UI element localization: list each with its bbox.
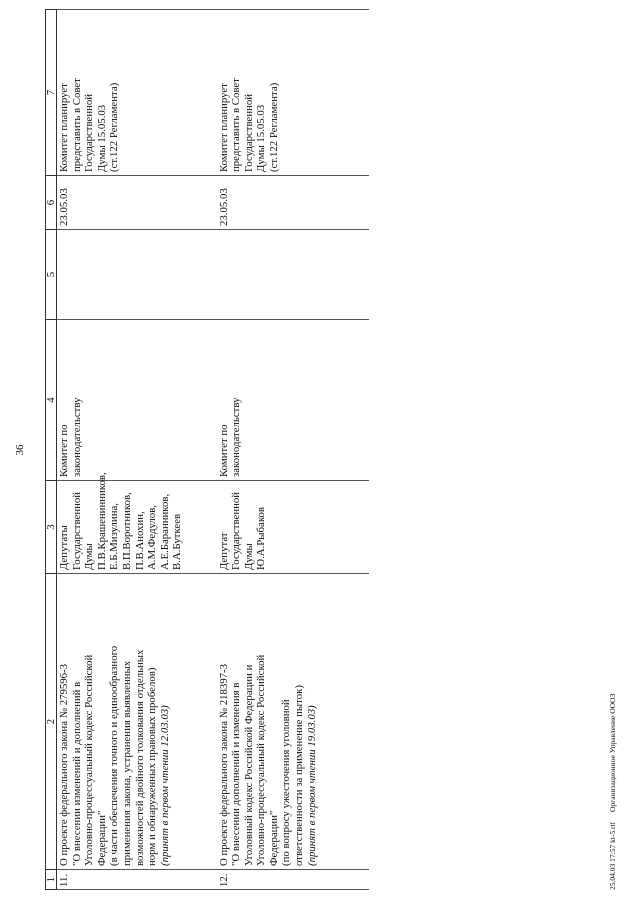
note-line: Комитет планирует — [58, 83, 70, 172]
committee-line: законодательству — [70, 397, 83, 477]
note-line: Государственной — [83, 93, 96, 172]
note-line: Думы 15.05.03 — [255, 104, 268, 172]
footer-stamp: 25.04.03 17:57 kt-5.rtf — [608, 821, 617, 890]
row-number: 12. — [217, 870, 369, 890]
row-number: 11. — [57, 870, 217, 890]
initiator-line: В.П.Воротников, — [120, 492, 133, 570]
page-footer — [608, 686, 617, 890]
bill-title-line: Федерации" — [267, 810, 280, 866]
bill-title-line: Уголовно-процессуальный кодекс Российской — [83, 654, 96, 866]
bill-title-line: О проекте федерального закона № 218397-3 — [217, 663, 230, 866]
initiator-line: А.Е.Баранников, — [158, 493, 171, 570]
note-line: Государственной — [242, 93, 255, 172]
legislation-table — [45, 9, 369, 890]
note-line: Комитет планирует — [217, 83, 230, 172]
column-5-cell — [217, 230, 369, 320]
rotated-page — [10, 10, 625, 890]
bill-title-line: (принят в первом чтении 12.03.03) — [158, 705, 171, 866]
column-header: 7 — [46, 10, 57, 176]
header-row — [46, 10, 57, 890]
bill-title-line: "О внесении изменений и дополнений в — [70, 681, 83, 866]
committee-cell — [217, 320, 369, 481]
initiator-line: П.В.Крашенинников, — [95, 472, 108, 570]
note-cell — [57, 10, 217, 176]
table-row — [57, 10, 217, 890]
initiator-line: Думы — [83, 543, 96, 570]
bill-title-line: применения закона, устранения выявленных — [120, 660, 133, 866]
initiator-line: Депутаты — [58, 525, 70, 570]
committee-line: Комитет по — [58, 424, 70, 477]
initiator-cell — [57, 472, 217, 574]
initiator-line: Думы — [242, 543, 255, 570]
initiator-line: П.В.Анохин, — [133, 511, 146, 570]
bill-title-cell — [217, 574, 369, 870]
bill-title-line: Уголовный кодекс Российской Федерации и — [242, 664, 255, 866]
initiator-cell — [217, 481, 369, 574]
initiator-line: В.А.Буткеев — [171, 513, 184, 570]
bill-title-line: ответственности за применение пыток) — [293, 684, 306, 866]
committee-cell — [57, 320, 217, 481]
column-header: 4 — [46, 320, 57, 481]
footer-org: Организационное Управление ООО3 — [608, 693, 617, 812]
note-line: представить в Совет — [70, 78, 83, 172]
note-line: (ст.122 Регламента) — [267, 82, 280, 172]
bill-title-line: (принят в первом чтении 19.03.03) — [305, 705, 318, 866]
note-line: (ст.122 Регламента) — [108, 82, 121, 172]
committee-line: Комитет по — [217, 424, 230, 477]
date-cell: 23.05.03 — [217, 176, 369, 230]
bill-title-line: "О внесении дополнений и изменения в — [230, 682, 243, 866]
column-5-cell — [57, 230, 217, 320]
initiator-line: Государственной — [70, 491, 83, 570]
bill-title-line: О проекте федерального закона № 279596-3 — [58, 663, 70, 866]
initiator-line: Е.Б.Мизулина, — [108, 503, 121, 570]
bill-title-line: Федерации" — [95, 810, 108, 866]
bill-title-line: (в части обеспечения точного и единообразного — [108, 645, 121, 866]
date-cell: 23.05.03 — [57, 176, 217, 230]
column-header: 5 — [46, 230, 57, 320]
table-row — [217, 10, 369, 890]
initiator-line: Депутат — [217, 532, 230, 570]
bill-title-cell — [57, 574, 217, 870]
bill-title-line: (по вопросу ужесточения уголовной — [280, 699, 293, 866]
bill-title-line: норм и обнаруженных правовых пробелов) — [146, 667, 159, 866]
column-header: 1 — [46, 870, 57, 890]
column-header: 3 — [46, 481, 57, 574]
bill-title-line: возможностей двойного толкования отдельных — [133, 649, 146, 866]
bill-title-line: Уголовно-процессуальный кодекс Российской — [255, 654, 268, 866]
column-header: 6 — [46, 176, 57, 230]
initiator-line: Ю.А.Рыбаков — [255, 506, 268, 570]
initiator-line: Государственной — [230, 491, 243, 570]
committee-line: законодательству — [230, 397, 243, 477]
page-number: 36 — [14, 444, 26, 456]
note-line: представить в Совет — [230, 78, 243, 172]
initiator-line: А.М.Федулов, — [146, 505, 159, 570]
note-line: Думы 15.05.03 — [95, 104, 108, 172]
note-cell — [217, 10, 369, 176]
column-header: 2 — [46, 574, 57, 870]
